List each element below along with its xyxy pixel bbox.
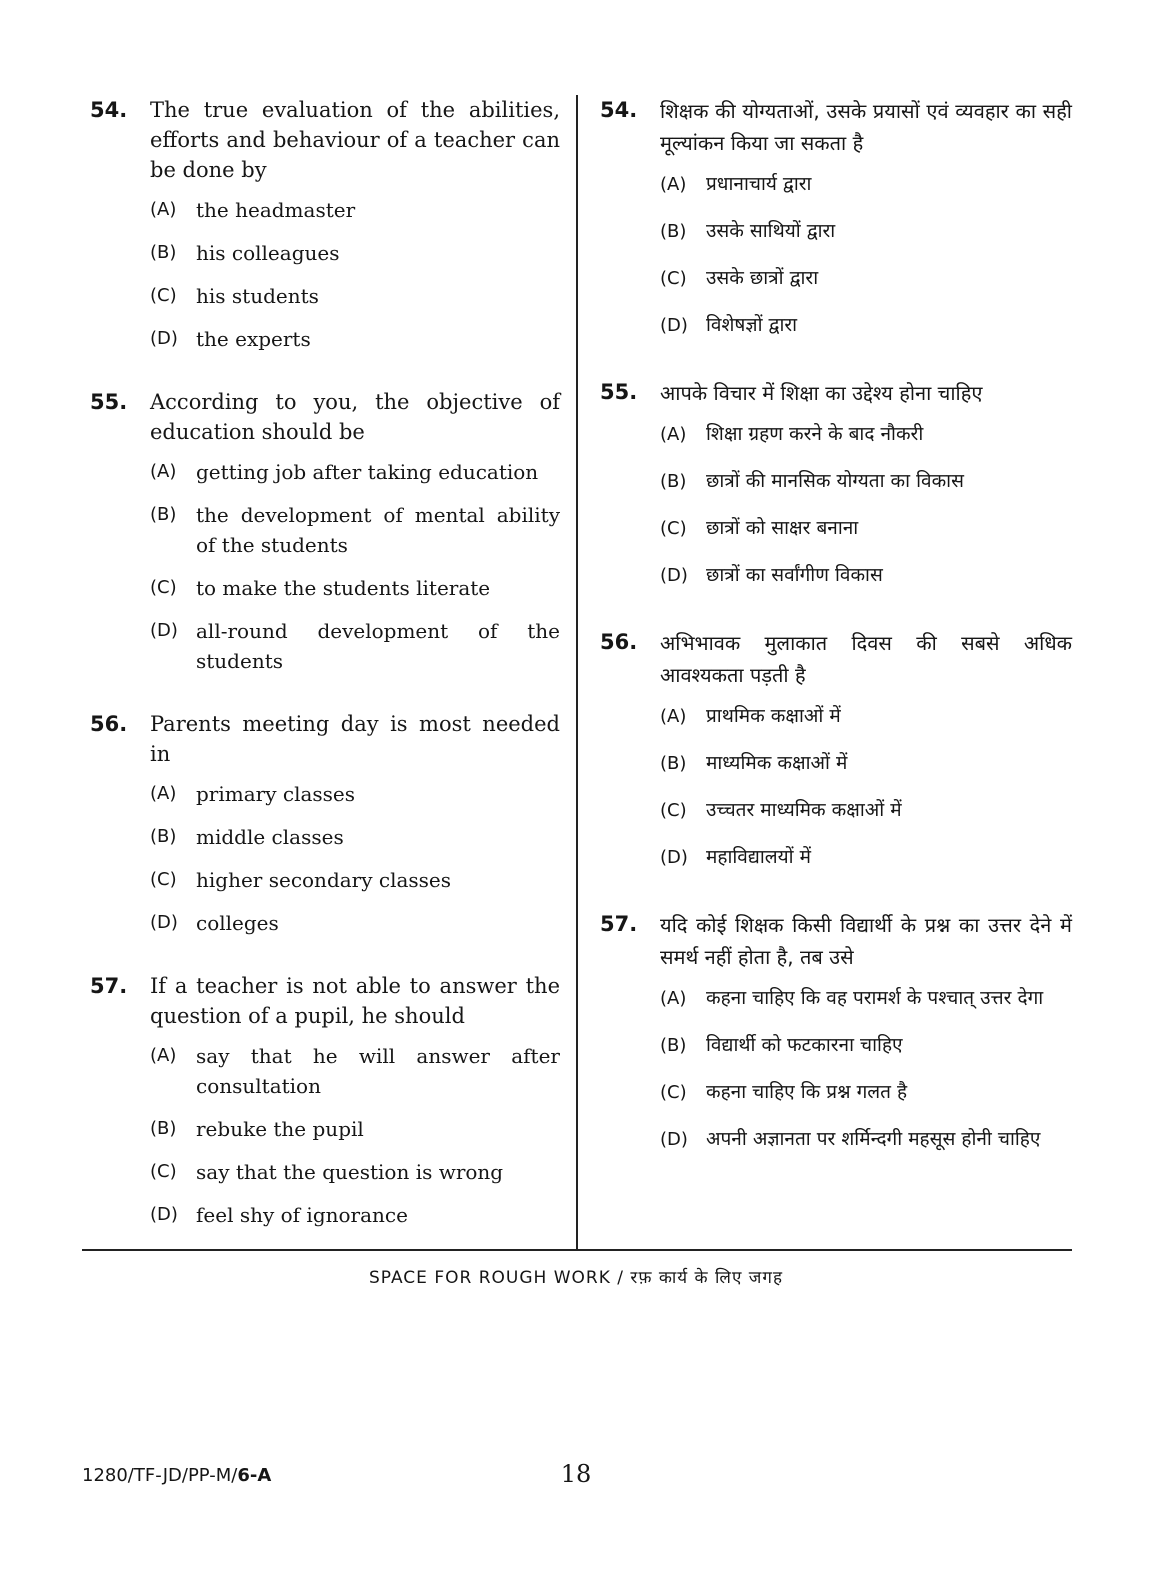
option-c (660, 1077, 1072, 1108)
option-text: colleges (196, 911, 279, 935)
option-label: (B) (150, 242, 177, 263)
option-d (150, 908, 560, 938)
option-a (660, 983, 1072, 1014)
option-label: (C) (150, 577, 177, 598)
option-b (660, 748, 1072, 779)
option-b (150, 1114, 560, 1144)
option-text: महाविद्यालयों में (706, 846, 811, 868)
option-label: (D) (660, 565, 688, 586)
option-label: (B) (660, 1035, 687, 1056)
option-label: (A) (150, 783, 177, 804)
option-b (150, 238, 560, 268)
option-label: (C) (150, 1161, 177, 1182)
option-text: getting job after taking education (196, 460, 539, 484)
question-57-hi (600, 909, 1072, 1171)
option-text: छात्रों का सर्वांगीण विकास (706, 564, 883, 586)
option-label: (A) (660, 174, 687, 195)
question-number: 54. (600, 98, 638, 122)
question-text: If a teacher is not able to answer the question of a pupil, he should (150, 974, 560, 1028)
option-label: (A) (150, 199, 177, 220)
option-text: say that the question is wrong (196, 1160, 504, 1184)
option-text: say that he will answer after consultation (196, 1044, 560, 1098)
option-a (660, 419, 1072, 450)
option-text: the headmaster (196, 198, 356, 222)
question-54-hi (600, 95, 1072, 357)
question-text: यदि कोई शिक्षक किसी विद्यार्थी के प्रश्न का उत्तर देने में समर्थ नहीं होता है, तब उसे (660, 913, 1072, 969)
option-b (660, 1030, 1072, 1061)
option-label: (B) (660, 221, 687, 242)
option-text: विशेषज्ञों द्वारा (706, 314, 798, 336)
question-text: अभिभावक मुलाकात दिवस की सबसे अधिक आवश्यकता पड़ती है (660, 631, 1072, 687)
option-text: middle classes (196, 825, 344, 849)
option-text: छात्रों को साक्षर बनाना (706, 517, 859, 539)
question-number: 55. (90, 390, 128, 414)
option-label: (C) (660, 800, 687, 821)
option-text: his colleagues (196, 241, 340, 265)
english-column (90, 95, 560, 1263)
option-label: (C) (150, 869, 177, 890)
question-text: Parents meeting day is most needed in (150, 712, 560, 766)
option-text: उच्चतर माध्यमिक कक्षाओं में (706, 799, 902, 821)
option-label: (C) (660, 518, 687, 539)
paper-code-suffix: 6-A (237, 1465, 272, 1486)
question-text: According to you, the objective of education should be (150, 390, 560, 444)
option-a (150, 779, 560, 809)
option-label: (D) (150, 328, 178, 349)
option-label: (B) (150, 826, 177, 847)
option-c (150, 281, 560, 311)
option-text: all-round development of the students (196, 619, 560, 673)
option-a (150, 195, 560, 225)
option-label: (B) (660, 471, 687, 492)
option-c (150, 865, 560, 895)
option-text: अपनी अज्ञानता पर शर्मिन्दगी महसूस होनी चाहिए (706, 1128, 1041, 1150)
option-text: his students (196, 284, 319, 308)
option-text: primary classes (196, 782, 356, 806)
option-label: (C) (660, 1082, 687, 1103)
option-d (660, 842, 1072, 873)
option-a (660, 701, 1072, 732)
option-label: (D) (150, 912, 178, 933)
question-text: आपके विचार में शिक्षा का उद्देश्य होना चाहिए (660, 381, 983, 405)
option-text: माध्यमिक कक्षाओं में (706, 752, 848, 774)
question-text: शिक्षक की योग्यताओं, उसके प्रयासों एवं व्यवहार का सही मूल्यांकन किया जा सकता है (660, 99, 1072, 155)
option-d (660, 310, 1072, 341)
option-c (150, 573, 560, 603)
option-text: rebuke the pupil (196, 1117, 364, 1141)
option-label: (D) (660, 847, 688, 868)
option-text: छात्रों की मानसिक योग्यता का विकास (706, 470, 964, 492)
option-a (150, 1041, 560, 1101)
question-54-en (90, 95, 560, 367)
page-number: 18 (560, 1460, 592, 1488)
question-number: 57. (600, 912, 638, 936)
option-c (660, 263, 1072, 294)
question-number: 56. (600, 630, 638, 654)
option-b (150, 500, 560, 560)
option-d (150, 616, 560, 676)
option-text: कहना चाहिए कि प्रश्न गलत है (706, 1081, 908, 1103)
option-text: विद्यार्थी को फटकारना चाहिए (706, 1034, 903, 1056)
question-55-hi (600, 377, 1072, 607)
option-text: उसके छात्रों द्वारा (706, 267, 819, 289)
option-b (150, 822, 560, 852)
question-56-en (90, 709, 560, 951)
hindi-column (600, 95, 1072, 1191)
question-57-en (90, 971, 560, 1243)
option-text: कहना चाहिए कि वह परामर्श के पश्चात् उत्तर देगा (706, 987, 1044, 1009)
option-a (660, 169, 1072, 200)
option-label: (A) (150, 461, 177, 482)
option-label: (D) (150, 620, 178, 641)
option-text: to make the students literate (196, 576, 491, 600)
rough-work-label: SPACE FOR ROUGH WORK / रफ़ कार्य के लिए जगह (369, 1268, 783, 1288)
option-c (150, 1157, 560, 1187)
question-number: 54. (90, 98, 128, 122)
option-b (660, 216, 1072, 247)
option-text: feel shy of ignorance (196, 1203, 408, 1227)
option-d (660, 560, 1072, 591)
option-c (660, 795, 1072, 826)
option-label: (D) (150, 1204, 178, 1225)
option-d (150, 324, 560, 354)
column-divider (576, 95, 578, 1250)
option-text: प्राथमिक कक्षाओं में (706, 705, 841, 727)
question-number: 56. (90, 712, 128, 736)
option-text: शिक्षा ग्रहण करने के बाद नौकरी (706, 423, 924, 445)
option-label: (B) (660, 753, 687, 774)
option-text: उसके साथियों द्वारा (706, 220, 836, 242)
option-label: (D) (660, 315, 688, 336)
option-d (660, 1124, 1072, 1155)
question-56-hi (600, 627, 1072, 889)
option-label: (C) (150, 285, 177, 306)
question-number: 57. (90, 974, 128, 998)
option-d (150, 1200, 560, 1230)
option-text: प्रधानाचार्य द्वारा (706, 173, 812, 195)
option-b (660, 466, 1072, 497)
option-text: the development of mental ability of the students (196, 503, 560, 557)
bottom-divider (82, 1249, 1072, 1251)
question-55-en (90, 387, 560, 689)
option-a (150, 457, 560, 487)
option-label: (A) (150, 1045, 177, 1066)
option-label: (B) (150, 1118, 177, 1139)
option-c (660, 513, 1072, 544)
option-text: the experts (196, 327, 311, 351)
option-label: (D) (660, 1129, 688, 1150)
option-label: (C) (660, 268, 687, 289)
question-text: The true evaluation of the abilities, efforts and behaviour of a teacher can be done by (150, 98, 560, 182)
option-label: (A) (660, 988, 687, 1009)
option-label: (A) (660, 706, 687, 727)
paper-code-prefix: 1280/TF-JD/PP-M/ (82, 1465, 238, 1486)
question-number: 55. (600, 380, 638, 404)
option-text: higher secondary classes (196, 868, 452, 892)
option-label: (A) (660, 424, 687, 445)
option-label: (B) (150, 504, 177, 525)
